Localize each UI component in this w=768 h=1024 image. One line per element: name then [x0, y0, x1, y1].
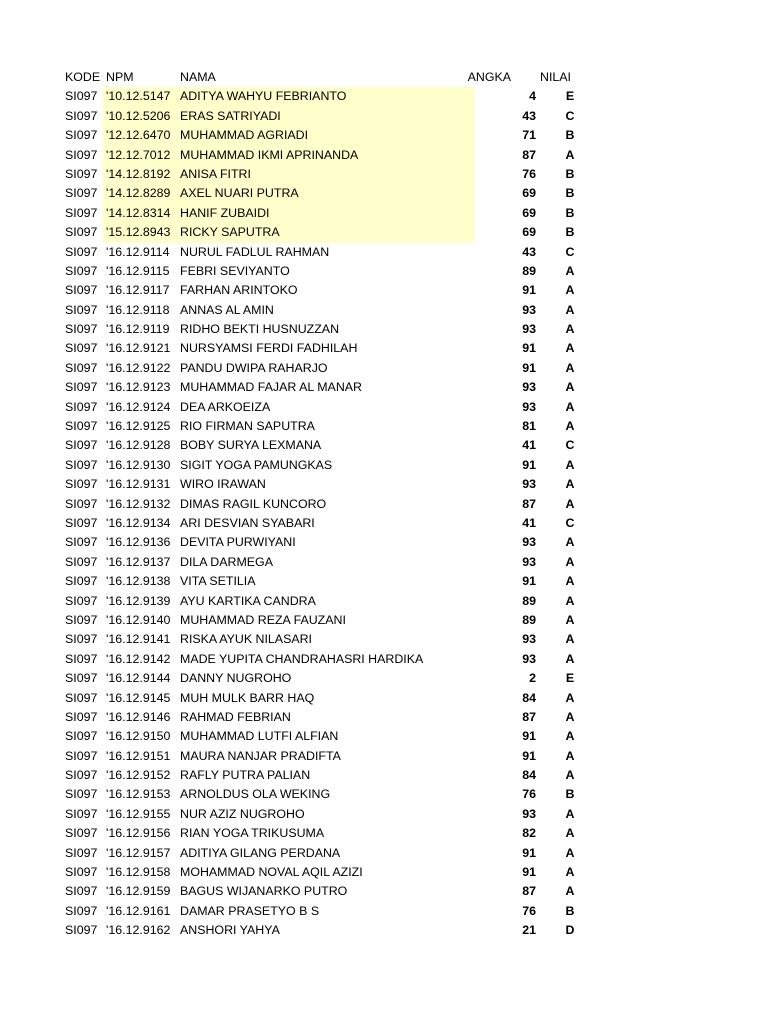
cell-nilai: A	[565, 709, 575, 724]
cell-npm: '16.12.9138	[106, 574, 171, 589]
cell-nama: DILA DARMEGA	[180, 554, 273, 569]
cell-nilai: D	[565, 923, 575, 938]
header-npm: NPM	[106, 70, 134, 84]
cell-npm: '15.12.8943	[106, 225, 171, 240]
cell-npm: '16.12.9114	[106, 244, 170, 259]
cell-nilai: A	[565, 341, 575, 356]
cell-angka: 76	[522, 166, 536, 181]
cell-nilai: A	[565, 612, 575, 627]
cell-npm: '16.12.9125	[106, 419, 171, 434]
cell-nilai: A	[565, 283, 575, 298]
cell-angka: 89	[522, 612, 536, 627]
cell-kode: SI097	[65, 593, 98, 608]
cell-nama: MUHAMMAD FAJAR AL MANAR	[180, 380, 362, 395]
cell-angka: 89	[522, 263, 536, 278]
cell-nilai: A	[565, 399, 575, 414]
cell-npm: '16.12.9153	[106, 787, 171, 802]
cell-nama: BAGUS WIJANARKO PUTRO	[180, 884, 348, 899]
table-row	[0, 417, 768, 436]
cell-nilai: A	[565, 884, 575, 899]
cell-kode: SI097	[65, 322, 98, 337]
cell-nilai: C	[565, 244, 575, 259]
cell-angka: 69	[522, 205, 536, 220]
cell-npm: '16.12.9123	[106, 380, 171, 395]
cell-nilai: A	[565, 302, 575, 317]
cell-npm: '12.12.7012	[106, 147, 171, 162]
cell-npm: '16.12.9115	[106, 263, 170, 278]
cell-nilai: A	[565, 360, 575, 375]
cell-angka: 43	[522, 244, 536, 259]
cell-nama: MUHAMMAD REZA FAUZANI	[180, 612, 346, 627]
cell-kode: SI097	[65, 89, 98, 104]
table-row	[0, 863, 768, 882]
cell-nilai: B	[565, 166, 575, 181]
cell-nama: NURSYAMSI FERDI FADHILAH	[180, 341, 358, 356]
table-row	[0, 339, 768, 358]
table-row	[0, 824, 768, 843]
table-row	[0, 630, 768, 649]
table-row	[0, 727, 768, 746]
cell-nilai: B	[565, 903, 575, 918]
cell-kode: SI097	[65, 302, 98, 317]
cell-nama: FEBRI SEVIYANTO	[180, 263, 290, 278]
cell-angka: 89	[522, 593, 536, 608]
cell-nama: MAURA NANJAR PRADIFTA	[180, 748, 341, 763]
cell-nama: AYU KARTIKA CANDRA	[180, 593, 316, 608]
cell-angka: 4	[529, 89, 536, 104]
cell-angka: 84	[522, 768, 536, 783]
cell-kode: SI097	[65, 341, 98, 356]
cell-kode: SI097	[65, 612, 98, 627]
cell-nilai: A	[565, 496, 575, 511]
cell-nama: VITA SETILIA	[180, 574, 256, 589]
cell-npm: '16.12.9118	[106, 302, 170, 317]
cell-angka: 21	[522, 923, 536, 938]
cell-angka: 91	[522, 748, 536, 763]
cell-angka: 93	[522, 302, 536, 317]
cell-angka: 87	[522, 884, 536, 899]
table-row	[0, 398, 768, 417]
cell-nilai: A	[565, 147, 575, 162]
cell-nama: DEA ARKOEIZA	[180, 399, 271, 414]
table-row	[0, 243, 768, 262]
header-angka: ANGKA	[467, 70, 511, 84]
cell-kode: SI097	[65, 186, 98, 201]
cell-angka: 93	[522, 535, 536, 550]
cell-npm: '16.12.9145	[106, 690, 171, 705]
cell-angka: 93	[522, 806, 536, 821]
cell-kode: SI097	[65, 806, 98, 821]
cell-angka: 91	[522, 574, 536, 589]
cell-npm: '16.12.9134	[106, 515, 171, 530]
cell-kode: SI097	[65, 632, 98, 647]
table-row	[0, 747, 768, 766]
cell-angka: 91	[522, 845, 536, 860]
cell-angka: 91	[522, 457, 536, 472]
cell-kode: SI097	[65, 128, 98, 143]
cell-nama: RAHMAD FEBRIAN	[180, 709, 291, 724]
cell-nama: BOBY SURYA LEXMANA	[180, 438, 322, 453]
table-row	[0, 165, 768, 184]
cell-kode: SI097	[65, 419, 98, 434]
cell-nama: MADE YUPITA CHANDRAHASRI HARDIKA	[180, 651, 424, 666]
cell-npm: '16.12.9155	[106, 806, 171, 821]
cell-angka: 76	[522, 787, 536, 802]
table-row	[0, 611, 768, 630]
cell-kode: SI097	[65, 729, 98, 744]
cell-nama: FARHAN ARINTOKO	[180, 283, 298, 298]
cell-kode: SI097	[65, 884, 98, 899]
cell-angka: 91	[522, 283, 536, 298]
table-row	[0, 475, 768, 494]
table-row	[0, 204, 768, 223]
cell-nilai: A	[565, 729, 575, 744]
cell-npm: '16.12.9119	[106, 322, 170, 337]
cell-npm: '16.12.9161	[106, 903, 171, 918]
table-row	[0, 87, 768, 106]
cell-nilai: A	[565, 380, 575, 395]
cell-nilai: A	[565, 574, 575, 589]
cell-kode: SI097	[65, 903, 98, 918]
cell-kode: SI097	[65, 457, 98, 472]
cell-angka: 2	[529, 671, 536, 686]
cell-nama: RISKA AYUK NILASARI	[180, 632, 312, 647]
table-row	[0, 805, 768, 824]
cell-angka: 93	[522, 399, 536, 414]
table-row	[0, 592, 768, 611]
cell-angka: 93	[522, 554, 536, 569]
table-row	[0, 378, 768, 397]
cell-kode: SI097	[65, 787, 98, 802]
table-row	[0, 553, 768, 572]
cell-kode: SI097	[65, 709, 98, 724]
cell-npm: '14.12.8289	[106, 186, 171, 201]
cell-nilai: A	[565, 419, 575, 434]
header-kode: KODE	[65, 70, 101, 84]
table-row	[0, 533, 768, 552]
cell-angka: 82	[522, 826, 536, 841]
cell-kode: SI097	[65, 496, 98, 511]
table-row	[0, 572, 768, 591]
cell-nilai: A	[565, 632, 575, 647]
cell-nama: HANIF ZUBAIDI	[180, 205, 270, 220]
header-row	[0, 68, 768, 87]
cell-kode: SI097	[65, 651, 98, 666]
cell-npm: '16.12.9117	[106, 283, 170, 298]
table-row	[0, 281, 768, 300]
cell-kode: SI097	[65, 865, 98, 880]
cell-angka: 93	[522, 322, 536, 337]
cell-nilai: A	[565, 593, 575, 608]
cell-npm: '14.12.8192	[106, 166, 171, 181]
table-row	[0, 359, 768, 378]
cell-angka: 91	[522, 865, 536, 880]
table-row	[0, 514, 768, 533]
cell-kode: SI097	[65, 360, 98, 375]
cell-nama: MOHAMMAD NOVAL AQIL AZIZI	[180, 865, 363, 880]
cell-npm: '16.12.9141	[106, 632, 171, 647]
cell-nama: DIMAS RAGIL KUNCORO	[180, 496, 327, 511]
cell-npm: '12.12.6470	[106, 128, 171, 143]
cell-kode: SI097	[65, 845, 98, 860]
cell-nama: ADITIYA GILANG PERDANA	[180, 845, 341, 860]
cell-angka: 69	[522, 186, 536, 201]
cell-angka: 93	[522, 380, 536, 395]
table-row	[0, 301, 768, 320]
cell-nama: NURUL FADLUL RAHMAN	[180, 244, 330, 259]
cell-nama: MUHAMMAD AGRIADI	[180, 128, 309, 143]
cell-nilai: B	[565, 186, 575, 201]
table-row	[0, 126, 768, 145]
cell-kode: SI097	[65, 205, 98, 220]
cell-npm: '10.12.5147	[106, 89, 171, 104]
cell-nama: RICKY SAPUTRA	[180, 225, 280, 240]
cell-kode: SI097	[65, 923, 98, 938]
cell-kode: SI097	[65, 826, 98, 841]
cell-npm: '16.12.9121	[106, 341, 171, 356]
cell-angka: 91	[522, 729, 536, 744]
cell-nama: AXEL NUARI PUTRA	[180, 186, 299, 201]
cell-nama: RAFLY PUTRA PALIAN	[180, 768, 311, 783]
cell-nilai: B	[565, 225, 575, 240]
cell-nilai: C	[565, 515, 575, 530]
cell-nilai: B	[565, 128, 575, 143]
cell-kode: SI097	[65, 380, 98, 395]
cell-nama: MUH MULK BARR HAQ	[180, 690, 315, 705]
table-row	[0, 650, 768, 669]
table-row	[0, 921, 768, 940]
cell-kode: SI097	[65, 671, 98, 686]
cell-nama: WIRO IRAWAN	[180, 477, 266, 492]
cell-npm: '16.12.9157	[106, 845, 171, 860]
cell-npm: '16.12.9144	[106, 671, 171, 686]
cell-nama: ARNOLDUS OLA WEKING	[180, 787, 331, 802]
cell-nama: ADITYA WAHYU FEBRIANTO	[180, 89, 347, 104]
cell-kode: SI097	[65, 477, 98, 492]
cell-nama: PANDU DWIPA RAHARJO	[180, 360, 328, 375]
cell-kode: SI097	[65, 515, 98, 530]
table-row	[0, 456, 768, 475]
cell-nilai: A	[565, 768, 575, 783]
cell-kode: SI097	[65, 263, 98, 278]
cell-npm: '16.12.9139	[106, 593, 171, 608]
table-body	[0, 87, 768, 940]
cell-nilai: A	[565, 806, 575, 821]
cell-npm: '16.12.9152	[106, 768, 171, 783]
cell-nama: ANISA FITRI	[180, 166, 251, 181]
cell-npm: '16.12.9140	[106, 612, 171, 627]
table-row	[0, 107, 768, 126]
cell-nilai: B	[565, 205, 575, 220]
cell-kode: SI097	[65, 399, 98, 414]
cell-nama: DEVITA PURWIYANI	[180, 535, 296, 550]
cell-angka: 93	[522, 632, 536, 647]
cell-nilai: A	[565, 535, 575, 550]
cell-angka: 91	[522, 360, 536, 375]
cell-angka: 93	[522, 651, 536, 666]
cell-angka: 41	[522, 438, 536, 453]
cell-nilai: A	[565, 457, 575, 472]
cell-angka: 87	[522, 496, 536, 511]
cell-nama: RIO FIRMAN SAPUTRA	[180, 419, 315, 434]
cell-npm: '16.12.9162	[106, 923, 171, 938]
cell-nama: SIGIT YOGA PAMUNGKAS	[180, 457, 333, 472]
table-row	[0, 766, 768, 785]
cell-angka: 71	[522, 128, 536, 143]
cell-npm: '16.12.9137	[106, 554, 171, 569]
table-row	[0, 495, 768, 514]
table-row	[0, 262, 768, 281]
cell-kode: SI097	[65, 554, 98, 569]
table-row	[0, 882, 768, 901]
header-nilai: NILAI	[540, 70, 571, 84]
cell-kode: SI097	[65, 283, 98, 298]
cell-nilai: A	[565, 554, 575, 569]
table-row	[0, 785, 768, 804]
cell-nama: NUR AZIZ NUGROHO	[180, 806, 305, 821]
cell-kode: SI097	[65, 225, 98, 240]
cell-nama: ANSHORI YAHYA	[180, 923, 280, 938]
cell-nama: RIDHO BEKTI HUSNUZZAN	[180, 322, 340, 337]
cell-nilai: A	[565, 845, 575, 860]
cell-angka: 41	[522, 515, 536, 530]
cell-kode: SI097	[65, 244, 98, 259]
cell-kode: SI097	[65, 535, 98, 550]
cell-npm: '10.12.5206	[106, 108, 171, 123]
cell-angka: 69	[522, 225, 536, 240]
table-row	[0, 689, 768, 708]
cell-nama: DAMAR PRASETYO B S	[180, 903, 320, 918]
table-row	[0, 844, 768, 863]
cell-npm: '16.12.9124	[106, 399, 171, 414]
table-row	[0, 708, 768, 727]
cell-kode: SI097	[65, 438, 98, 453]
cell-angka: 81	[522, 419, 536, 434]
cell-nilai: C	[565, 108, 575, 123]
cell-npm: '16.12.9156	[106, 826, 171, 841]
cell-nilai: A	[565, 322, 575, 337]
cell-nilai: A	[565, 826, 575, 841]
cell-nama: MUHAMMAD IKMI APRINANDA	[180, 147, 359, 162]
cell-kode: SI097	[65, 748, 98, 763]
table-row	[0, 902, 768, 921]
cell-nama: ERAS SATRIYADI	[180, 108, 281, 123]
cell-npm: '16.12.9151	[106, 748, 171, 763]
cell-kode: SI097	[65, 108, 98, 123]
cell-angka: 87	[522, 147, 536, 162]
table-row	[0, 146, 768, 165]
cell-npm: '16.12.9130	[106, 457, 171, 472]
cell-nilai: E	[565, 89, 575, 104]
cell-npm: '16.12.9132	[106, 496, 171, 511]
cell-kode: SI097	[65, 574, 98, 589]
cell-nama: MUHAMMAD LUTFI ALFIAN	[180, 729, 339, 744]
cell-kode: SI097	[65, 147, 98, 162]
cell-kode: SI097	[65, 690, 98, 705]
cell-angka: 93	[522, 477, 536, 492]
cell-npm: '16.12.9128	[106, 438, 171, 453]
cell-npm: '14.12.8314	[106, 205, 171, 220]
cell-npm: '16.12.9122	[106, 360, 171, 375]
cell-nilai: A	[565, 748, 575, 763]
cell-nilai: B	[565, 787, 575, 802]
cell-angka: 84	[522, 690, 536, 705]
table-row	[0, 320, 768, 339]
cell-nilai: A	[565, 690, 575, 705]
cell-npm: '16.12.9146	[106, 709, 171, 724]
cell-npm: '16.12.9131	[106, 477, 171, 492]
grade-table	[0, 68, 768, 941]
cell-npm: '16.12.9159	[106, 884, 171, 899]
cell-npm: '16.12.9150	[106, 729, 171, 744]
header-nama: NAMA	[180, 70, 216, 84]
table-row	[0, 184, 768, 203]
cell-nama: DANNY NUGROHO	[180, 671, 292, 686]
cell-nilai: A	[565, 477, 575, 492]
cell-kode: SI097	[65, 768, 98, 783]
cell-nilai: C	[565, 438, 575, 453]
cell-npm: '16.12.9158	[106, 865, 171, 880]
cell-nama: ARI DESVIAN SYABARI	[180, 515, 315, 530]
cell-angka: 91	[522, 341, 536, 356]
cell-kode: SI097	[65, 166, 98, 181]
cell-angka: 76	[522, 903, 536, 918]
table-row	[0, 436, 768, 455]
cell-nama: RIAN YOGA TRIKUSUMA	[180, 826, 325, 841]
cell-nilai: A	[565, 263, 575, 278]
table-row	[0, 223, 768, 242]
cell-nilai: A	[565, 865, 575, 880]
cell-npm: '16.12.9136	[106, 535, 171, 550]
cell-npm: '16.12.9142	[106, 651, 171, 666]
cell-nilai: A	[565, 651, 575, 666]
cell-nilai: E	[565, 671, 575, 686]
cell-nama: ANNAS AL AMIN	[180, 302, 274, 317]
table-row	[0, 669, 768, 688]
cell-angka: 87	[522, 709, 536, 724]
cell-angka: 43	[522, 108, 536, 123]
